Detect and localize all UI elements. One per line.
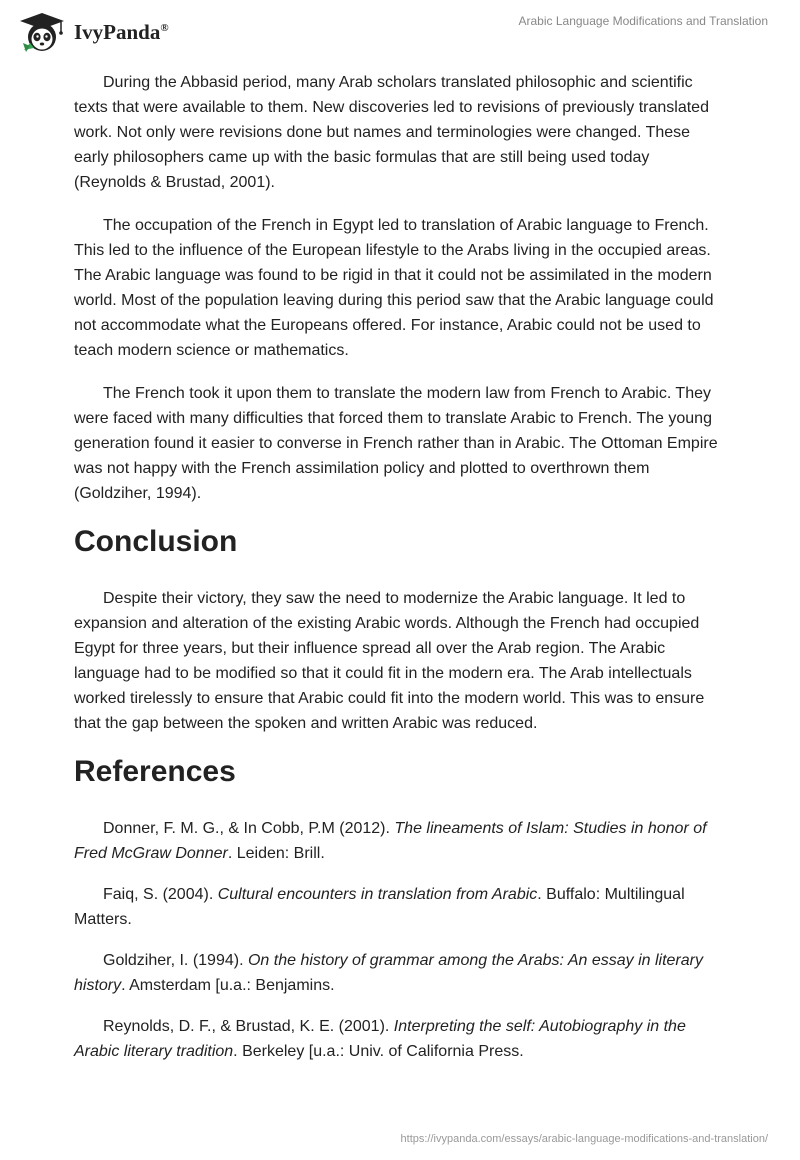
conclusion-heading: Conclusion <box>74 525 238 558</box>
reference-item: Goldziher, I. (1994). On the history of grammar among the Arabs: An essay in literary history. Amsterdam [u.a.: Benjamins. <box>74 952 703 994</box>
references-heading: References <box>74 755 236 788</box>
reference-item: Faiq, S. (2004). Cultural encounters in translation from Arabic. Buffalo: Multilingual Matters. <box>74 886 685 928</box>
conclusion-paragraph: Despite their victory, they saw the need to modernize the Arabic language. It led to expansion and alteration of the existing Arabic words. Although the French had occupied Egypt for three years, but their influence spread all over the Arab region. The Arabic language had to be modified so that it could fit in the modern era. The Arab intellectuals worked tirelessly to ensure that Arabic could fit into the modern world. This was to ensure that the gap between the spoken and written Arabic was reduced. <box>74 590 705 732</box>
body-paragraph-3: The French took it upon them to translate the modern law from French to Arabic. They were faced with many difficulties that forced them to translate Arabic to French. The young generation found it easier to converse in French rather than in Arabic. The Ottoman Empire was not happy with the French assimilation policy and plotted to overthrown them (Goldziher, 1994). <box>74 385 718 502</box>
essay-content <box>74 70 724 1080</box>
body-paragraph-1: During the Abbasid period, many Arab scholars translated philosophic and scientific texts that were available to them. New discoveries led to revisions of previously translated work. Not only were revisions done but names and terminologies were changed. These early philosophers came up with the basic formulas that are still being used today (Reynolds & Brustad, 2001). <box>74 74 709 191</box>
reference-list <box>74 816 724 1064</box>
brand-name: IvyPanda® <box>74 19 169 44</box>
document-title: Arabic Language Modifications and Translation <box>518 14 768 28</box>
reference-item: Reynolds, D. F., & Brustad, K. E. (2001). Interpreting the self: Autobiography in the Arabic literary tradition. Berkeley [u.a.: Univ. of California Press. <box>74 1018 686 1060</box>
source-url-link[interactable]: https://ivypanda.com/essays/arabic-language-modifications-and-translation/ <box>400 1133 768 1145</box>
reference-item: Donner, F. M. G., & In Cobb, P.M (2012). The lineaments of Islam: Studies in honor of Fred McGraw Donner. Leiden: Brill. <box>74 820 707 862</box>
logo[interactable] <box>14 10 169 54</box>
panda-logo-icon <box>14 10 70 54</box>
body-paragraph-2: The occupation of the French in Egypt led to translation of Arabic language to French. This led to the influence of the European lifestyle to the Arabs living in the occupied areas. The Arabic language was found to be rigid in that it could not be assimilated in the modern world. Most of the population leaving during this period saw that the Arabic language could not accommodate what the Europeans offered. For instance, Arabic could not be used to teach modern science or mathematics. <box>74 217 714 359</box>
